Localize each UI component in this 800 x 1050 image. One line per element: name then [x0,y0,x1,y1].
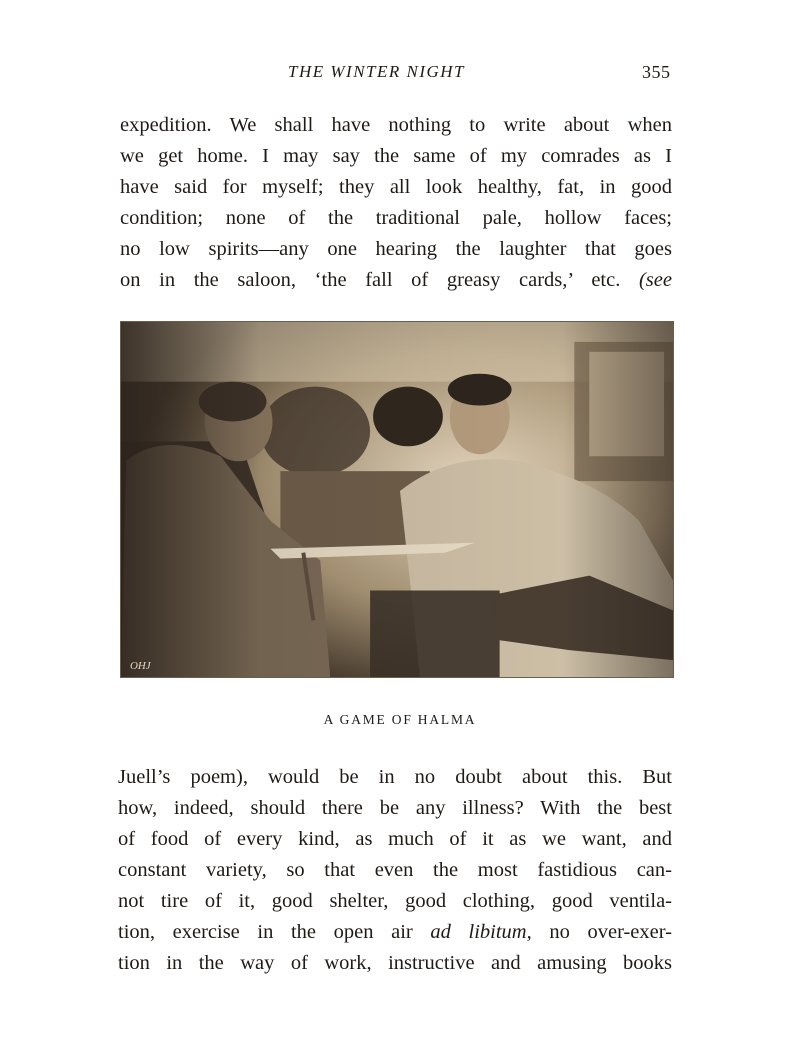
text-line: how, indeed, should there be any illness? With the best [118,797,672,819]
text-line: we get home. I may say the same of my comrades as I [120,145,672,167]
text-line: Juell’s poem), would be in no doubt about this. But [118,766,672,788]
text-line: condition; none of the traditional pale, hollow faces; [120,207,672,229]
text-line [120,265,672,296]
text-line: of food of every kind, as much of it as we want, and [118,828,672,850]
text-line: tion in the way of work, instructive and amusing books [118,952,672,974]
text-line [118,917,672,948]
page-number: 355 [642,62,671,82]
italic-ad-libitum: ad libitum, [430,921,532,943]
running-head [0,62,800,86]
italic-see: (see [638,269,672,291]
text-line-body: on in the saloon, ‘the fall of greasy cards,’ etc. [120,269,621,291]
text-line-body: tion, exercise in the open air [118,921,413,943]
text-line: have said for myself; they all look healthy, fat, in good [120,176,672,198]
text-line-tail: no over-exer- [549,921,672,943]
text-line: constant variety, so that even the most fastidious can- [118,859,672,881]
halma-photograph [120,321,674,678]
running-title: THE WINTER NIGHT [288,62,466,81]
photo-image [121,322,673,677]
photo-monogram: OHJ [129,660,151,673]
paragraph-top [120,110,672,296]
figure-caption: A GAME OF HALMA [323,712,477,727]
paragraph-bottom [118,762,672,979]
text-line: not tire of it, good shelter, good clothing, good ventila- [118,890,672,912]
text-line: expedition. We shall have nothing to write about when [120,114,672,136]
text-line: no low spirits—any one hearing the laughter that goes [120,238,672,260]
